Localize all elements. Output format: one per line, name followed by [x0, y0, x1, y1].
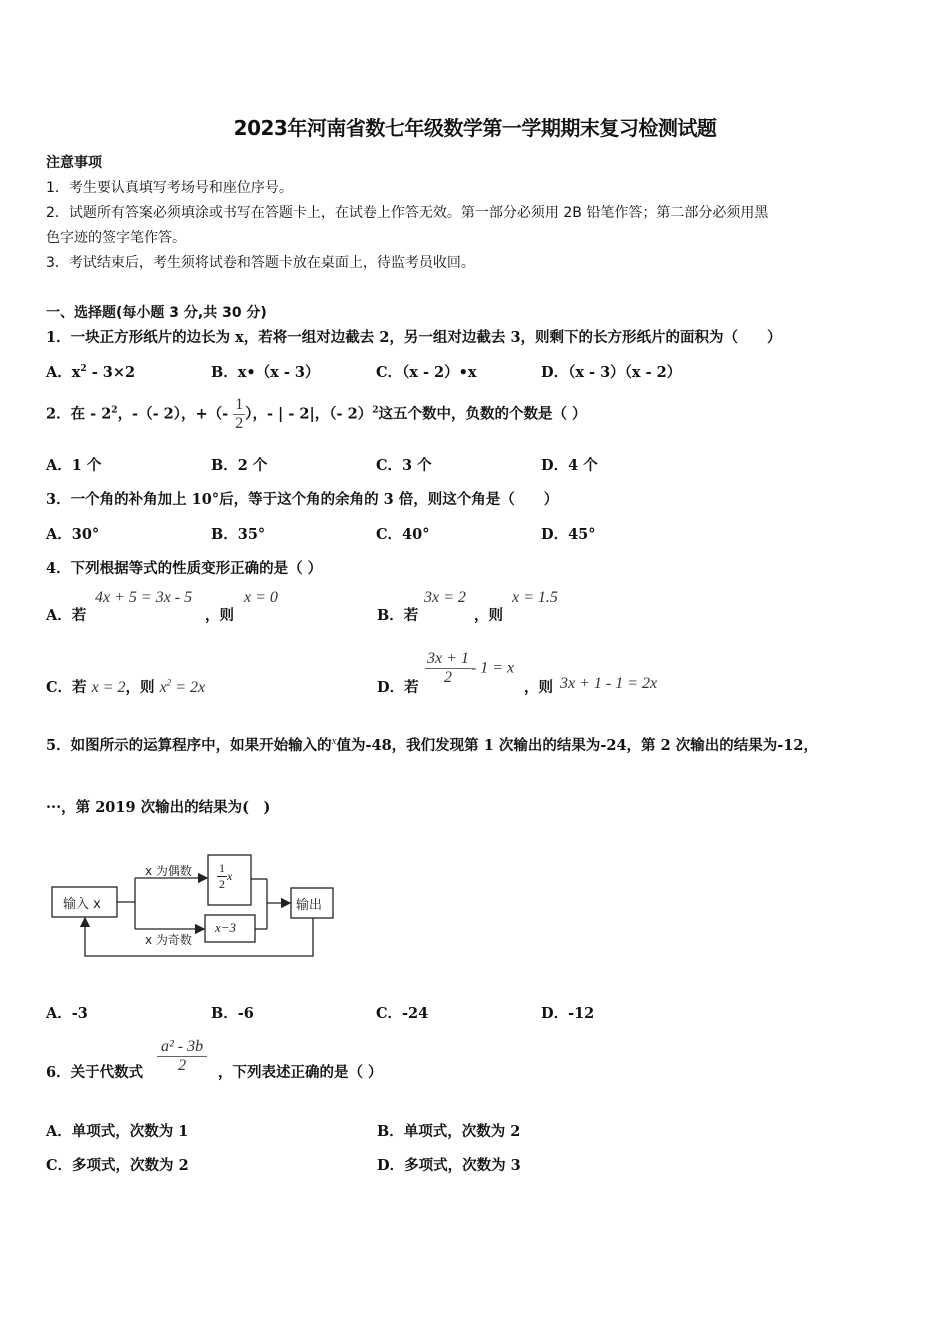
math-rest: = 2x	[171, 679, 206, 696]
fraction-denominator: 2	[443, 669, 452, 686]
half-x-operation	[217, 861, 232, 892]
q5-option-a[interactable]: A．-3	[46, 1005, 88, 1022]
fraction-denominator: 2	[219, 877, 225, 891]
option-label: A．	[46, 364, 72, 381]
stem-text: 2．在 - 2	[46, 405, 112, 423]
math-exponent: 2	[80, 364, 87, 375]
page-title: 2023年河南省数七年级数学第一学期期末复习检测试题	[233, 116, 717, 140]
fraction-numerator: a² - 3b	[157, 1038, 207, 1057]
q6-option-d[interactable]: D．多项式，次数为 3	[377, 1157, 521, 1174]
fraction-denominator: 2	[178, 1057, 187, 1074]
q6-option-c[interactable]: C．多项式，次数为 2	[46, 1157, 189, 1174]
q5-option-c[interactable]: C．-24	[376, 1005, 429, 1022]
q4-option-b-prefix[interactable]: B．若	[377, 607, 419, 624]
option-then: ，则	[125, 679, 155, 696]
q2-option-a[interactable]: A．1 个	[46, 457, 102, 474]
q2-option-b[interactable]: B．2 个	[211, 457, 268, 474]
fraction-numerator: 3x + 1	[427, 650, 469, 667]
question-1-stem: 1．一块正方形纸片的边长为 x，若将一组对边截去 2，另一组对边截去 3，则剩下的长方形纸片的面积为（ ）	[46, 329, 782, 346]
fraction-half	[217, 861, 227, 892]
question-6-stem-suffix: ，下列表述正确的是（ ）	[218, 1064, 383, 1081]
notice-item-1: 1．考生要认真填写考场号和座位序号。	[46, 180, 293, 196]
math-rest: - 1 = x	[470, 659, 515, 677]
q3-option-d[interactable]: D．45°	[541, 526, 596, 543]
q5-option-b[interactable]: B．-6	[211, 1005, 254, 1022]
math-base: x	[159, 679, 167, 696]
fraction-numerator: 1	[219, 861, 225, 875]
q4-option-a-result: x = 0	[244, 589, 278, 606]
math-rest: - 3×2	[86, 364, 136, 381]
q2-option-c[interactable]: C．3 个	[376, 457, 432, 474]
fraction-numerator: 1	[235, 396, 244, 413]
fraction-denominator: 2	[235, 415, 244, 432]
q3-option-b[interactable]: B．35°	[211, 526, 266, 543]
q4-option-d-result: 3x + 1 - 1 = 2x	[560, 675, 658, 692]
q2-option-d[interactable]: D．4 个	[541, 457, 598, 474]
stem-text: 值为-48，我们发现第 1 次输出的结果为-24，第 2 次输出的结果为-12，	[336, 737, 818, 754]
variable-x: x	[227, 869, 233, 883]
q4-option-b-result: x = 1.5	[512, 589, 558, 606]
notice-heading: 注意事项	[46, 155, 102, 171]
math-base: x	[71, 364, 81, 381]
option-prefix: C．若	[46, 679, 87, 696]
question-4-stem: 4．下列根据等式的性质变形正确的是（ ）	[46, 560, 323, 577]
output-label: 输出	[296, 898, 323, 913]
notice-item-2-cont: 色字迹的签字笔作答。	[46, 230, 186, 246]
q4-option-a-equation: 4x + 5 = 3x - 5	[95, 589, 193, 606]
question-5-stem-line2: ···，第 2019 次输出的结果为( )	[46, 799, 271, 816]
question-6-stem-prefix: 6．关于代数式	[46, 1064, 144, 1081]
stem-text: ，-（- 2），+（-	[117, 405, 229, 423]
q4-option-b-equation: 3x = 2	[424, 589, 466, 606]
q1-option-c[interactable]: C．（x - 2）•x	[376, 364, 477, 381]
math-exponent: 2	[166, 677, 172, 688]
exponent: 2	[372, 405, 379, 416]
even-label: x 为偶数	[145, 864, 192, 878]
q4-option-a-prefix[interactable]: A．若	[46, 607, 87, 624]
stem-text: 5．如图所示的运算程序中，如果开始输入的	[46, 737, 332, 754]
q4-option-d-then: ，则	[524, 679, 553, 696]
q6-option-b[interactable]: B．单项式，次数为 2	[377, 1123, 521, 1140]
q4-option-d-prefix[interactable]: D．若	[377, 679, 419, 696]
input-label: 输入 x	[63, 897, 101, 912]
q4-option-a-then: ，则	[205, 607, 234, 624]
odd-label: x 为奇数	[145, 933, 192, 947]
q4-option-b-then: ，则	[474, 607, 503, 624]
q5-option-d[interactable]: D．-12	[541, 1005, 595, 1022]
stem-text: ），- | - 2|，（- 2）	[245, 405, 373, 423]
question-3-stem: 3．一个角的补角加上 10°后，等于这个角的余角的 3 倍，则这个角是（ ）	[46, 491, 559, 508]
math-equation: x = 2	[91, 679, 126, 696]
notice-item-3: 3．考试结束后，考生须将试卷和答题卡放在桌面上，待监考员收回。	[46, 255, 475, 271]
section-heading: 一、选择题(每小题 3 分,共 30 分)	[46, 305, 267, 321]
q6-option-a[interactable]: A．单项式，次数为 1	[46, 1123, 189, 1140]
minus-three-operation: x−3	[215, 920, 237, 935]
fraction	[157, 1038, 207, 1075]
exponent: 2	[111, 405, 118, 416]
q3-option-c[interactable]: C．40°	[376, 526, 430, 543]
q3-option-a[interactable]: A．30°	[46, 526, 100, 543]
variable-x: x	[331, 735, 337, 748]
q1-option-b[interactable]: B．x•（x - 3）	[211, 364, 320, 381]
notice-item-2: 2．试题所有答案必须填涂或书写在答题卡上，在试卷上作答无效。第一部分必须用 2B 铅笔作答；第二部分必须用黑	[46, 205, 769, 221]
q6-fraction	[157, 1038, 207, 1075]
stem-text: 这五个数中，负数的个数是（ ）	[378, 405, 587, 423]
q1-option-d[interactable]: D．（x - 3）（x - 2）	[541, 364, 682, 381]
